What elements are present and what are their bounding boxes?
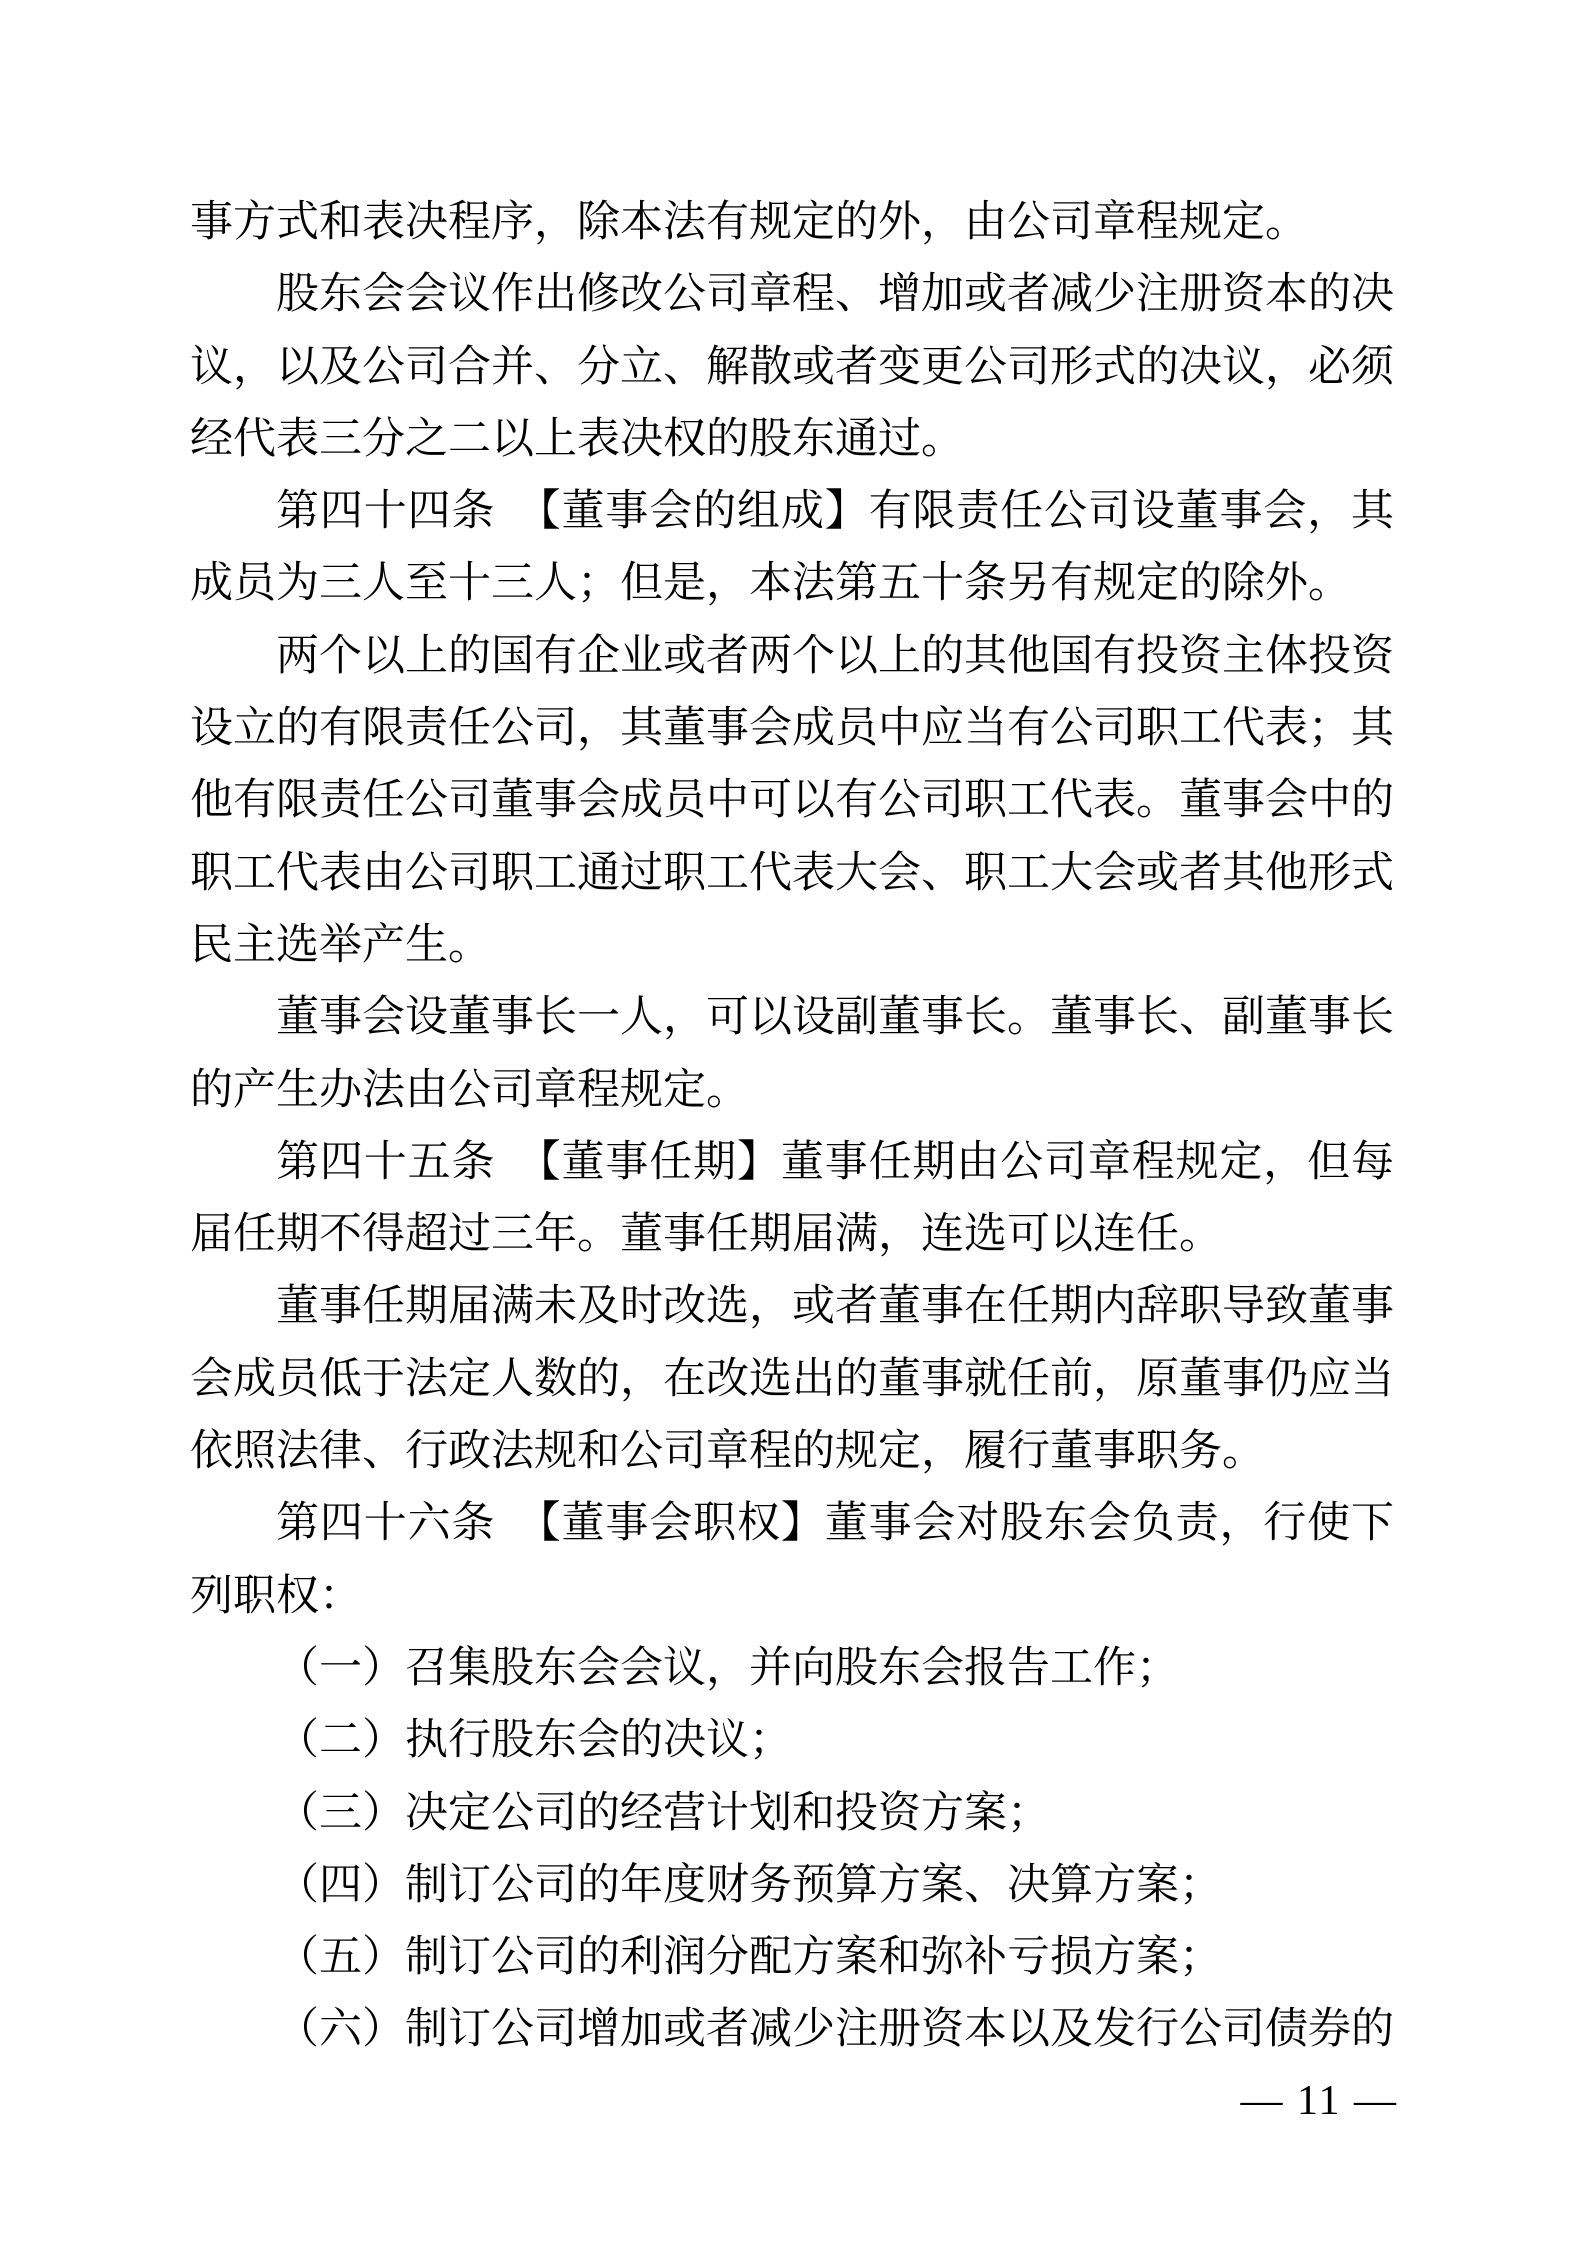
text-segment: 经代表三分之二以上表决权的股东通过。 bbox=[190, 415, 964, 463]
text-segment: 依照法律、行政法规和公司章程的规定，履行董事职务。 bbox=[190, 1428, 1265, 1476]
text-segment: （六）制订公司增加或者减少注册资本以及发行公司债券的 bbox=[276, 2006, 1394, 2054]
article-catchline: 【董事会的组成】 bbox=[539, 488, 869, 536]
text-segment: 列职权： bbox=[190, 1572, 362, 1620]
text-segment: 董事任期届满未及时改选，或者董事在任期内辞职导致董事 bbox=[276, 1283, 1394, 1331]
text-line bbox=[190, 259, 1394, 331]
text-line bbox=[190, 1561, 1394, 1633]
text-segment: 第四十六条 bbox=[276, 1500, 540, 1548]
text-segment: 议，以及公司合并、分立、解散或者变更公司形式的决议，必须 bbox=[190, 343, 1394, 391]
article-catchline: 【董事任期】 bbox=[539, 1138, 781, 1186]
text-line bbox=[190, 548, 1394, 620]
text-segment: 第四十五条 bbox=[276, 1138, 540, 1186]
text-segment: 事方式和表决程序，除本法有规定的外，由公司章程规定。 bbox=[190, 199, 1308, 246]
text-line bbox=[190, 910, 1394, 982]
text-segment: 第四十四条 bbox=[276, 488, 540, 536]
article-catchline: 【董事会职权】 bbox=[539, 1500, 825, 1548]
text-line bbox=[190, 476, 1394, 548]
text-lines bbox=[190, 187, 1394, 2067]
page-number: — 11 — bbox=[1240, 2078, 1398, 2124]
text-line bbox=[190, 1994, 1394, 2066]
text-line bbox=[190, 187, 1394, 259]
text-segment: 董事任期由公司章程规定，但每 bbox=[780, 1138, 1395, 1186]
text-line bbox=[190, 404, 1394, 476]
text-segment: 职工代表由公司职工通过职工代表大会、职工大会或者其他形式 bbox=[190, 849, 1394, 897]
text-segment: 的产生办法由公司章程规定。 bbox=[190, 1066, 749, 1114]
text-line bbox=[190, 1344, 1394, 1416]
text-segment: 成员为三人至十三人；但是，本法第五十条另有规定的除外。 bbox=[190, 560, 1351, 608]
text-segment: （二）执行股东会的决议； bbox=[276, 1717, 792, 1765]
text-line bbox=[190, 1416, 1394, 1488]
text-line bbox=[190, 1199, 1394, 1271]
text-segment: 股东会会议作出修改公司章程、增加或者减少注册资本的决 bbox=[276, 271, 1394, 319]
text-line bbox=[190, 1778, 1394, 1850]
text-segment: 设立的有限责任公司，其董事会成员中应当有公司职工代表；其 bbox=[190, 705, 1394, 753]
text-segment: （五）制订公司的利润分配方案和弥补亏损方案； bbox=[276, 1934, 1222, 1982]
text-segment: 他有限责任公司董事会成员中可以有公司职工代表。董事会中的 bbox=[190, 777, 1394, 825]
text-line bbox=[190, 693, 1394, 765]
text-segment: 董事会设董事长一人，可以设副董事长。董事长、副董事长 bbox=[276, 994, 1394, 1042]
text-line bbox=[190, 621, 1394, 693]
text-line bbox=[190, 1055, 1394, 1127]
text-segment: 会成员低于法定人数的，在改选出的董事就任前，原董事仍应当 bbox=[190, 1355, 1394, 1403]
text-line bbox=[190, 1127, 1394, 1199]
text-line bbox=[190, 1850, 1394, 1922]
text-segment: 民主选举产生。 bbox=[190, 921, 491, 969]
text-line bbox=[190, 1922, 1394, 1994]
text-segment: （四）制订公司的年度财务预算方案、决算方案； bbox=[276, 1861, 1222, 1909]
text-segment: （三）决定公司的经营计划和投资方案； bbox=[276, 1789, 1050, 1837]
text-segment: 届任期不得超过三年。董事任期届满，连选可以连任。 bbox=[190, 1211, 1222, 1259]
text-segment: 两个以上的国有企业或者两个以上的其他国有投资主体投资 bbox=[276, 632, 1394, 680]
text-line bbox=[190, 1271, 1394, 1343]
text-line bbox=[190, 1705, 1394, 1777]
text-line bbox=[190, 1488, 1394, 1560]
text-line bbox=[190, 332, 1394, 404]
text-line bbox=[190, 1633, 1394, 1705]
text-line bbox=[190, 765, 1394, 837]
text-segment: （一）召集股东会会议，并向股东会报告工作； bbox=[276, 1644, 1179, 1692]
text-line bbox=[190, 982, 1394, 1054]
text-segment: 董事会对股东会负责，行使下 bbox=[824, 1500, 1395, 1548]
text-line bbox=[190, 838, 1394, 910]
text-segment: 有限责任公司设董事会，其 bbox=[868, 488, 1395, 536]
